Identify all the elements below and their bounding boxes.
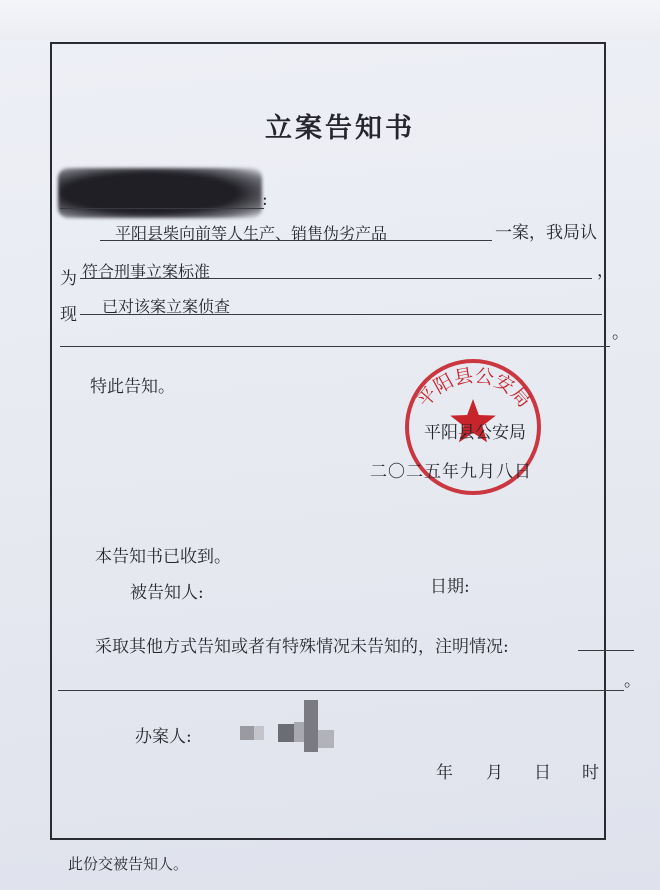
blank-underline [60,346,610,347]
hour-label: 时 [582,763,599,783]
decision-underline [80,314,602,315]
redacted-handler-signature [238,700,340,752]
other-method-text: 采取其他方式告知或者有特殊情况未告知的，注明情况: [95,637,509,657]
month-label: 月 [486,763,503,783]
page-top-edge [0,0,660,40]
notice-text: 特此告知。 [90,377,175,397]
received-text: 本告知书已收到。 [95,547,231,567]
notified-person-label: 被告知人: [130,583,204,603]
reason-text: 符合刑事立案标准 [82,262,211,281]
other-method-underline [578,650,634,651]
other-method-underline-2 [58,690,624,691]
seal-text: 平阳县公安局 [412,364,536,412]
date-label: 日期: [430,577,470,597]
day-label: 日 [534,763,551,783]
addressee-colon: : [262,190,268,210]
case-underline [100,240,492,241]
case-description: 平阳县柴向前等人生产、销售伪劣产品 [115,224,388,243]
handler-label: 办案人: [135,727,192,747]
issuer-name: 平阳县公安局 [424,423,526,443]
redacted-addressee [58,168,262,218]
row4-suffix: 。 [612,323,629,343]
row2-suffix: ， [597,261,614,281]
issue-date: 二〇二五年九月八日 [370,462,532,482]
other-method-end: 。 [624,671,641,691]
row1-suffix: 一案，我局认 [495,223,597,243]
reason-underline [80,278,592,279]
year-label: 年 [436,763,453,783]
footer-note: 此份交被告知人。 [68,855,189,873]
row2-prefix: 为 [60,269,77,289]
row3-prefix: 现 [60,305,77,325]
decision-text: 已对该案立案侦查 [102,297,231,316]
addressee-underline [60,208,264,209]
document-title: 立案告知书 [265,113,415,144]
